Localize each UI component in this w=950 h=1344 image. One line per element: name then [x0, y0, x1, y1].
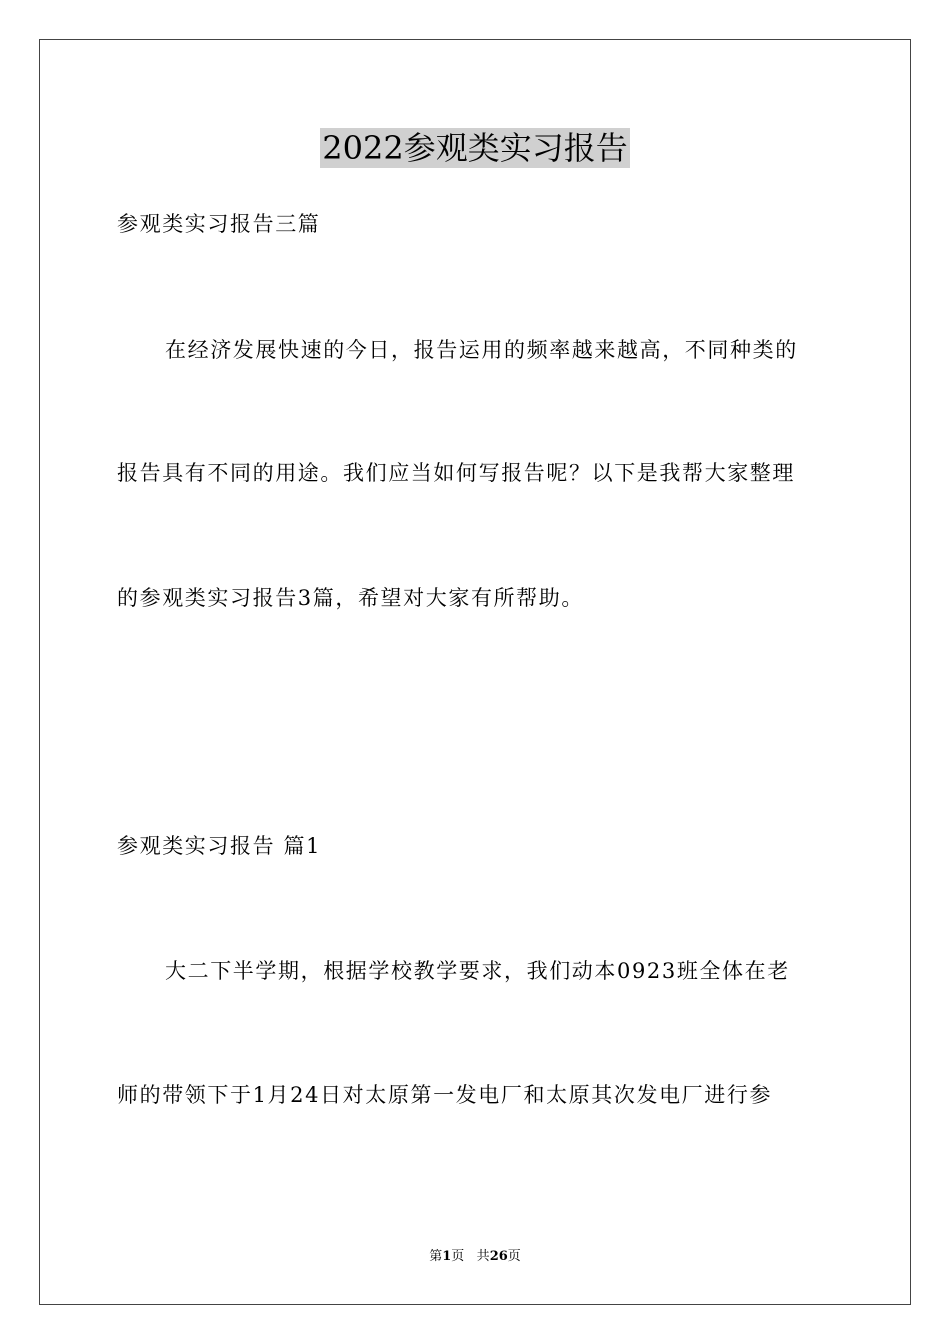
total-pages: 26 — [489, 1249, 508, 1264]
paragraph-line: 大二下半学期，根据学校教学要求，我们动本0923班全体在老 — [165, 959, 790, 983]
paragraph-line: 报告具有不同的用途。我们应当如何写报告呢？以下是我帮大家整理 — [117, 461, 795, 485]
title-container — [0, 128, 950, 168]
document-subtitle: 参观类实习报告三篇 — [117, 212, 321, 236]
page-prefix: 第 — [429, 1249, 443, 1264]
total-suffix: 页 — [507, 1249, 521, 1264]
page-number: 1 — [442, 1249, 452, 1264]
paragraph-line: 的参观类实习报告3篇，希望对大家有所帮助。 — [117, 586, 584, 610]
paragraph-line: 在经济发展快速的今日，报告运用的频率越来越高，不同种类的 — [165, 338, 798, 362]
total-prefix: 共 — [476, 1249, 490, 1264]
document-title: 2022参观类实习报告 — [322, 129, 628, 167]
page-suffix: 页 — [451, 1249, 465, 1264]
paragraph-line: 师的带领下于1月24日对太原第一发电厂和太原其次发电厂进行参 — [117, 1083, 773, 1107]
page-footer — [0, 1248, 950, 1266]
section-heading: 参观类实习报告 篇1 — [117, 834, 322, 858]
